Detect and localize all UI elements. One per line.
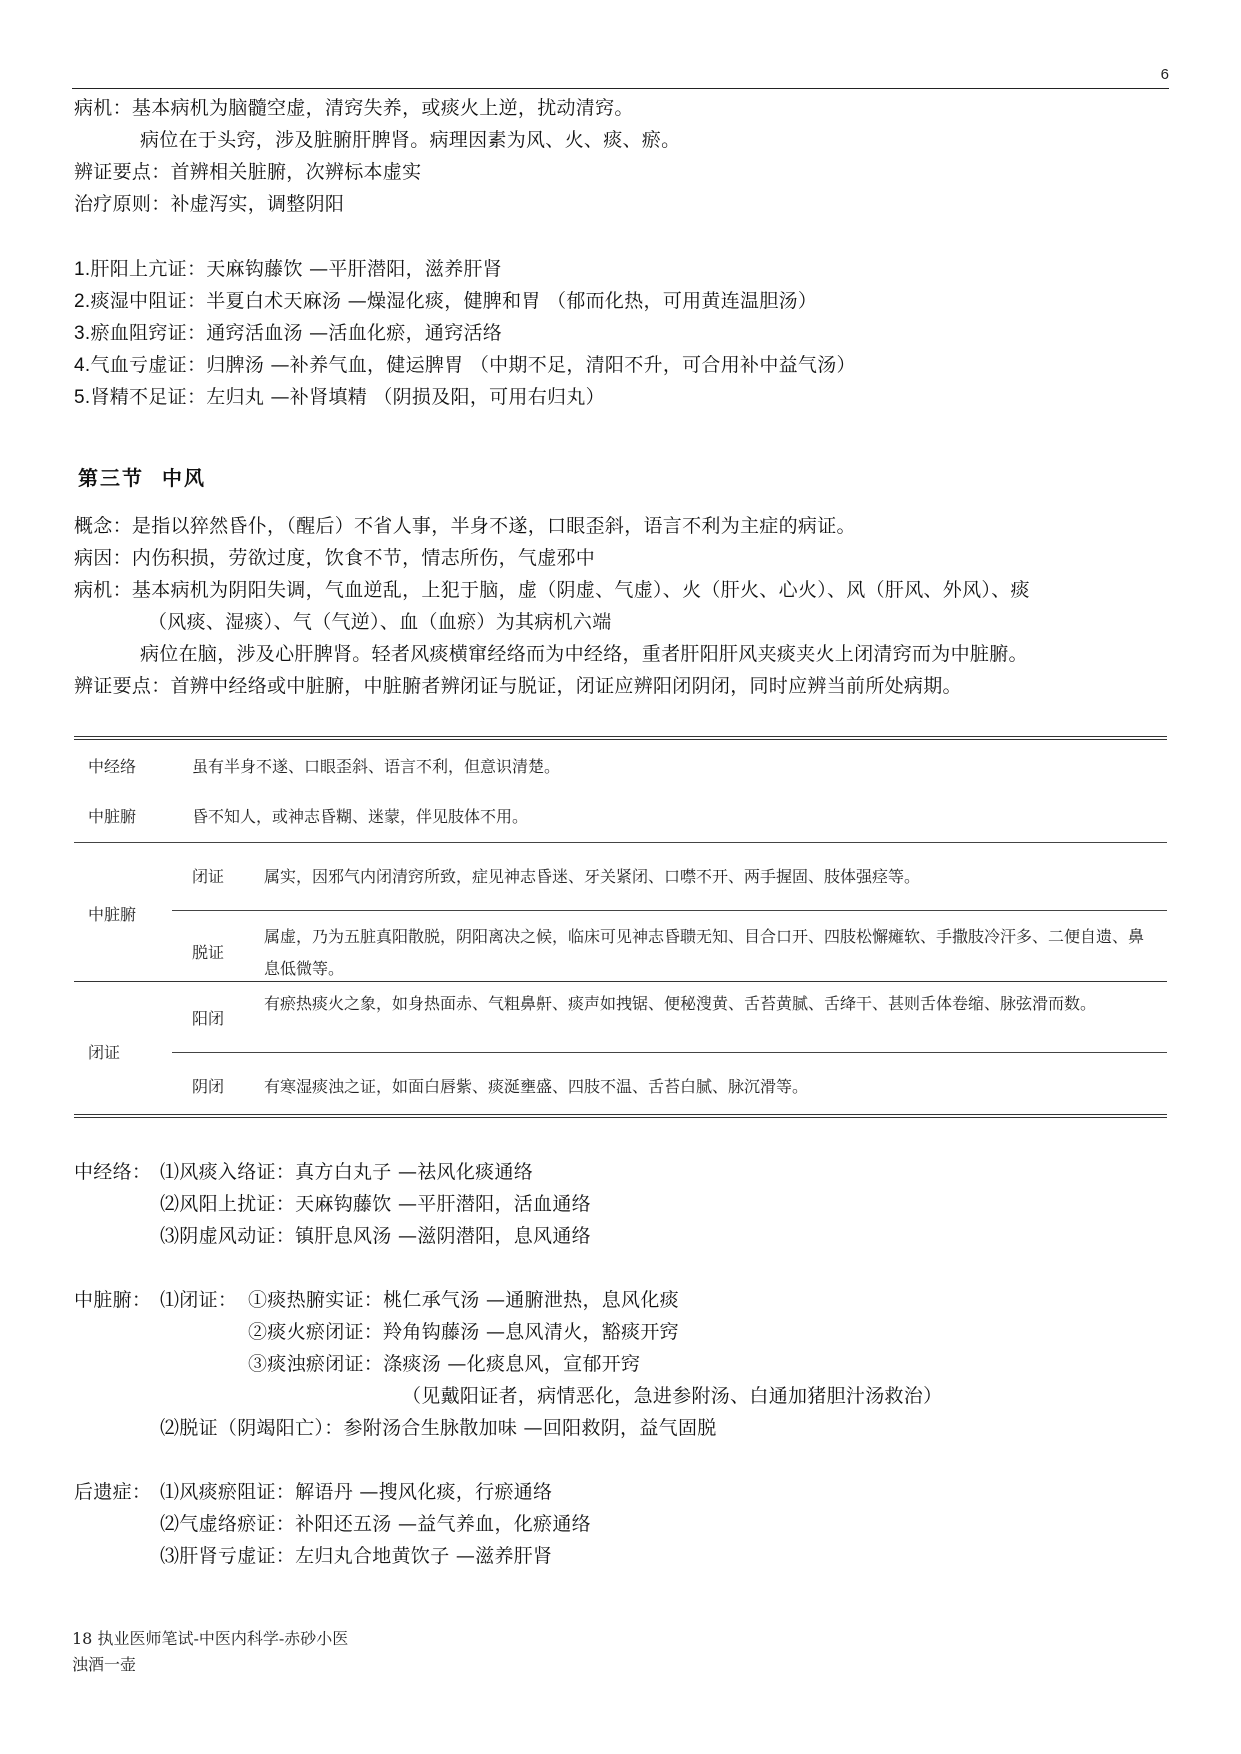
table-rule bbox=[74, 842, 1167, 843]
table-rule bbox=[74, 1117, 1167, 1118]
treatment-item: ⑶阴虚风动证：镇肝息风汤 —滋阴潜阳，息风通络 bbox=[160, 1225, 591, 1247]
treatment-principle-line: 治疗原则：补虚泻实，调整阴阳 bbox=[74, 193, 345, 215]
sub-text: 属实，因邪气内闭清窍所致，症见神志昏迷、牙关紧闭、口噤不开、两手握固、肢体强痉等。 bbox=[264, 867, 921, 886]
treatment-note: （见戴阳证者，病情恶化，急进参附汤、白通加猪胆汁汤救治） bbox=[402, 1385, 943, 1407]
footer-line: 浊酒一壶 bbox=[72, 1655, 137, 1674]
treatment-item: ⑶肝肾亏虚证：左归丸合地黄饮子 —滋养肝肾 bbox=[160, 1545, 553, 1567]
concept-line: 概念：是指以猝然昏仆，（醒后）不省人事，半身不遂，口眼歪斜，语言不利为主症的病证。 bbox=[74, 515, 856, 537]
sub-text: 属虚，乃为五脏真阳散脱，阴阳离决之候，临床可见神志昏聩无知、目合口开、四肢松懈瘫软、手撒肢冷汗多、二便自遗、鼻息低微等。 bbox=[264, 927, 1145, 978]
cause-line: 病因：内伤积损，劳欲过度，饮食不节，情志所伤，气虚邪中 bbox=[74, 547, 596, 569]
footer-line: 18 执业医师笔试-中医内科学-赤砂小医 bbox=[72, 1629, 349, 1648]
sequelae-heading: 后遗症： bbox=[74, 1481, 152, 1503]
row-text: 虽有半身不遂、口眼歪斜、语言不利，但意识清楚。 bbox=[192, 757, 561, 776]
differentiation-line: 辨证要点：首辨中经络或中脏腑，中脏腑者辨闭证与脱证，闭证应辨阳闭阴闭，同时应辨当前所处病期。 bbox=[74, 675, 962, 697]
treatment-item: ⑴风痰入络证：真方白丸子 —祛风化痰通络 bbox=[160, 1161, 534, 1183]
bizheng-heading: ⑴闭证： bbox=[160, 1289, 238, 1311]
treatment-item: ①痰热腑实证：桃仁承气汤 —通腑泄热，息风化痰 bbox=[248, 1289, 679, 1311]
table-rule bbox=[74, 736, 1167, 737]
row-text: 昏不知人，或神志昏糊、迷蒙，伴见肢体不用。 bbox=[192, 807, 529, 826]
sub-label: 阴闭 bbox=[192, 1077, 225, 1096]
header-rule bbox=[72, 88, 1169, 89]
mechanism-line-cont: （风痰、湿痰）、气（气逆）、血（血瘀）为其病机六端 bbox=[148, 611, 612, 633]
syndrome-item: 3.瘀血阻窍证：通窍活血汤 —活血化瘀，通窍活络 bbox=[74, 322, 503, 344]
sub-label: 闭证 bbox=[192, 867, 225, 886]
treatment-item: ⑵气虚络瘀证：补阳还五汤 —益气养血，化瘀通络 bbox=[160, 1513, 591, 1535]
page-number: 6 bbox=[1160, 66, 1169, 83]
sub-label: 阳闭 bbox=[192, 1009, 225, 1028]
row-label: 中脏腑 bbox=[88, 807, 137, 826]
row-label: 中经络 bbox=[88, 757, 137, 776]
differentiation-line: 辨证要点：首辨相关脏腑，次辨标本虚实 bbox=[74, 161, 422, 183]
treatment-item: ⑵脱证（阴竭阳亡）：参附汤合生脉散加味 —回阳救阴，益气固脱 bbox=[160, 1417, 717, 1439]
treatment-item: ⑵风阳上扰证：天麻钩藤饮 —平肝潜阳，活血通络 bbox=[160, 1193, 591, 1215]
table-rule bbox=[172, 910, 1167, 911]
zhongzangfu-heading: 中脏腑： bbox=[74, 1289, 152, 1311]
sub-text: 有寒湿痰浊之证，如面白唇紫、痰涎壅盛、四肢不温、舌苔白腻、脉沉滑等。 bbox=[264, 1077, 809, 1096]
table-rule bbox=[74, 1114, 1167, 1115]
location-line: 病位在于头窍，涉及脏腑肝脾肾。病理因素为风、火、痰、瘀。 bbox=[140, 129, 681, 151]
group-label: 闭证 bbox=[88, 1043, 121, 1062]
sub-text: 有瘀热痰火之象，如身热面赤、气粗鼻鼾、痰声如拽锯、便秘溲黄、舌苔黄腻、舌绛干、甚则舌体卷缩、脉弦滑而数。 bbox=[264, 994, 1097, 1013]
syndrome-item: 2.痰湿中阻证：半夏白术天麻汤 —燥湿化痰，健脾和胃 （郁而化热，可用黄连温胆汤） bbox=[74, 290, 818, 312]
table-rule bbox=[172, 1052, 1167, 1053]
treatment-item: ③痰浊瘀闭证：涤痰汤 —化痰息风，宣郁开窍 bbox=[248, 1353, 641, 1375]
pathogenesis-line: 病机：基本病机为脑髓空虚，清窍失养，或痰火上逆，扰动清窍。 bbox=[74, 97, 634, 119]
syndrome-item: 1.肝阳上亢证：天麻钩藤饮 —平肝潜阳，滋养肝肾 bbox=[74, 258, 503, 280]
mechanism-line: 病机：基本病机为阴阳失调，气血逆乱，上犯于脑，虚（阴虚、气虚）、火（肝火、心火）、风（肝风、外风）、痰 bbox=[74, 579, 1030, 601]
table-rule bbox=[74, 739, 1167, 740]
zhongjingluo-heading: 中经络： bbox=[74, 1161, 152, 1183]
location-line: 病位在脑，涉及心肝脾肾。轻者风痰横窜经络而为中经络，重者肝阳肝风夹痰夹火上闭清窍而为中脏腑。 bbox=[140, 643, 1028, 665]
table-rule bbox=[74, 981, 1167, 982]
group-label: 中脏腑 bbox=[88, 905, 137, 924]
sub-label: 脱证 bbox=[192, 943, 225, 962]
section-title: 第三节 中风 bbox=[78, 466, 206, 490]
treatment-item: ②痰火瘀闭证：羚角钩藤汤 —息风清火，豁痰开窍 bbox=[248, 1321, 679, 1343]
classification-table bbox=[74, 736, 1167, 1122]
syndrome-item: 4.气血亏虚证：归脾汤 —补养气血，健运脾胃 （中期不足，清阳不升，可合用补中益气汤） bbox=[74, 354, 856, 376]
treatment-item: ⑴风痰瘀阻证：解语丹 —搜风化痰，行瘀通络 bbox=[160, 1481, 553, 1503]
syndrome-item: 5.肾精不足证：左归丸 —补肾填精 （阴损及阳，可用右归丸） bbox=[74, 386, 605, 408]
